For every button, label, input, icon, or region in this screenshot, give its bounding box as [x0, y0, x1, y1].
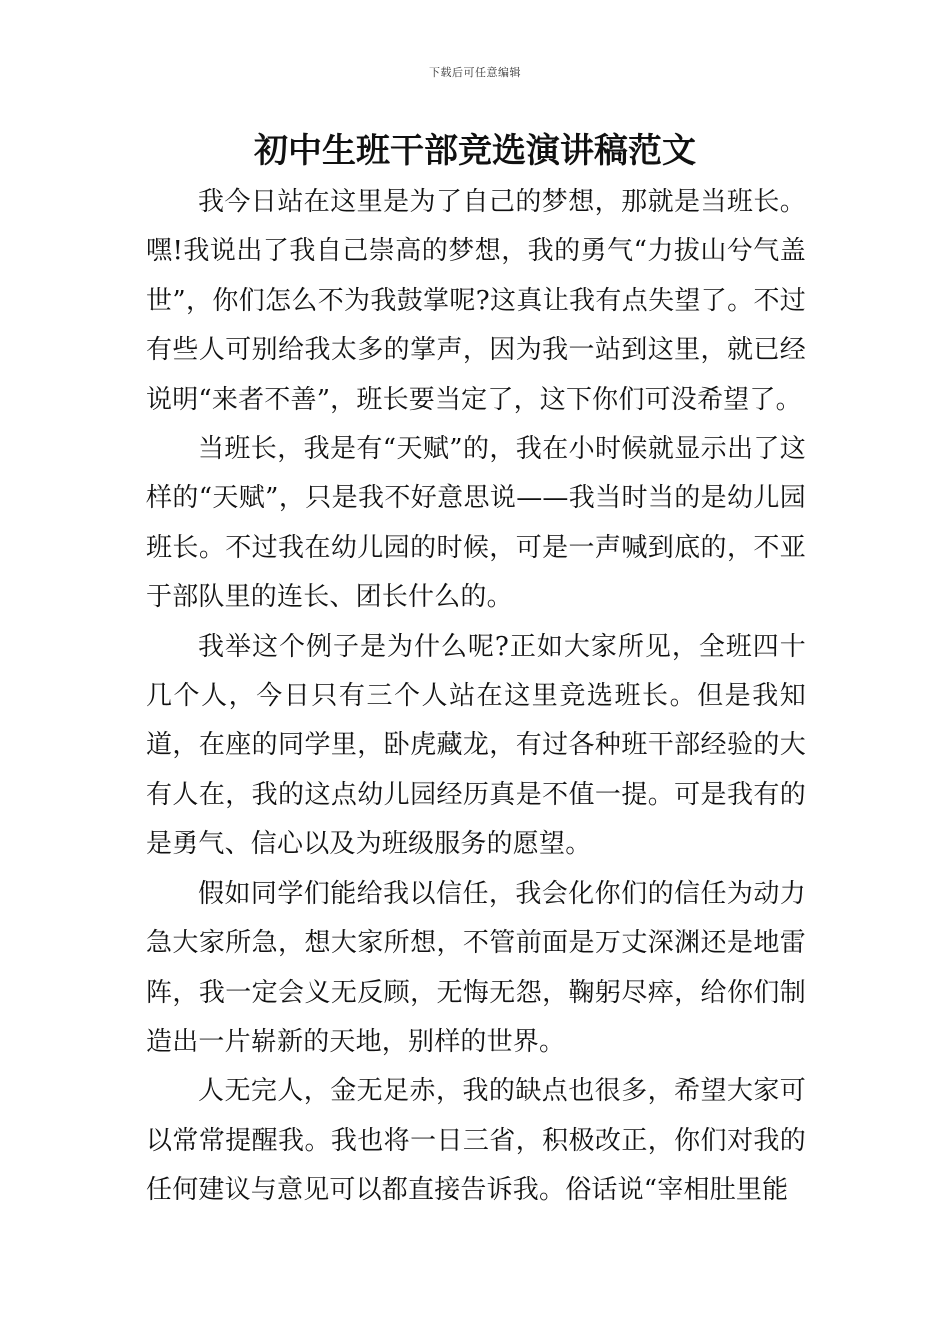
document-title: 初中生班干部竞选演讲稿范文 [254, 131, 696, 171]
paragraph-2: 当班长，我是有“天赋”的，我在小时候就显示出了这样的“天赋”，只是我不好意思说——我当时当的是幼儿园班长。不过我在幼儿园的时候，可是一声喊到底的，不亚于部队里的连长、团长什么的。 [146, 434, 806, 613]
header-note: 下载后可任意编辑 [429, 66, 521, 79]
paragraph-4: 假如同学们能给我以信任，我会化你们的信任为动力急大家所急，想大家所想，不管前面是万丈深渊还是地雷阵，我一定会义无反顾，无悔无怨，鞠躬尽瘁，给你们制造出一片崭新的天地，别样的世界。 [146, 878, 806, 1057]
paragraph-5: 人无完人，金无足赤，我的缺点也很多，希望大家可以常常提醒我。我也将一日三省，积极改正，你们对我的任何建议与意见可以都直接告诉我。俗话说“宰相肚里能 [146, 1076, 806, 1206]
document-body [146, 178, 806, 1216]
paragraph-1: 我今日站在这里是为了自己的梦想，那就是当班长。嘿!我说出了我自己崇高的梦想，我的勇气“力拔山兮气盖世”，你们怎么不为我鼓掌呢?这真让我有点失望了。不过有些人可别给我太多的掌声，因为我一站到这里，就已经说明“来者不善”，班长要当定了，这下你们可没希望了。 [146, 187, 806, 415]
paragraph-3: 我举这个例子是为什么呢?正如大家所见，全班四十几个人，今日只有三个人站在这里竞选班长。但是我知道，在座的同学里，卧虎藏龙，有过各种班干部经验的大有人在，我的这点幼儿园经历真是不值一提。可是我有的是勇气、信心以及为班级服务的愿望。 [146, 631, 806, 860]
